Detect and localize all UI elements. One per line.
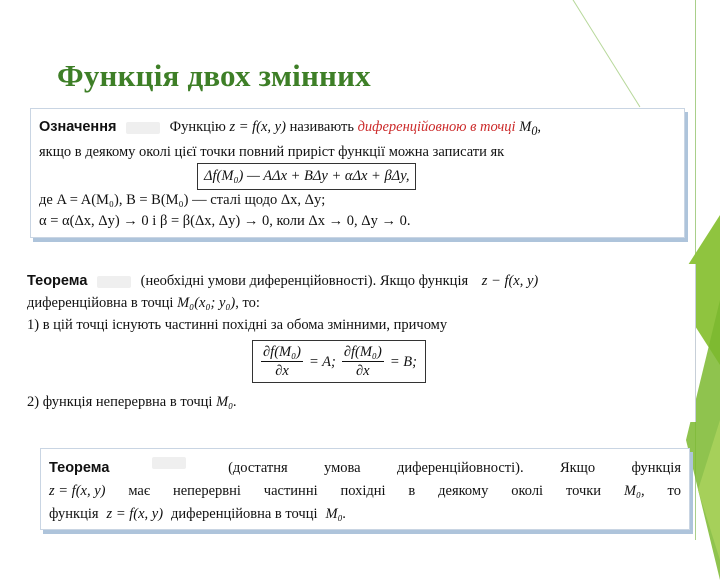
formula: z = f(x, y): [106, 506, 164, 522]
theorem-line: [27, 270, 687, 292]
framed-formula: Δf(M₀) — AΔx + BΔy + αΔx + βΔy,: [197, 163, 416, 190]
highlighted-term: диференційовною в точці: [357, 119, 516, 135]
word: умова: [324, 460, 361, 476]
text: функція: [49, 506, 99, 522]
text: диференційовна в точці: [27, 295, 174, 311]
definition-line: якщо в деякому околі цієї точки повний приріст функції можна записати як: [39, 143, 505, 160]
word: функція: [631, 460, 681, 476]
word: в: [408, 483, 416, 499]
word: точки: [565, 483, 602, 499]
definition-line: де A = A(M₀), B = B(M₀) — сталі щодо Δx, Δy;: [39, 191, 326, 208]
theorem-line: [49, 503, 681, 526]
theorem-line: [27, 292, 687, 314]
decor-diagonal-line: [560, 0, 640, 107]
definition-box: [30, 108, 685, 238]
text: , то:: [235, 295, 260, 311]
definition-term: Означення: [39, 119, 117, 135]
formula: M₀,: [623, 483, 645, 499]
formula: $M_0$,: [519, 119, 541, 138]
framed-formula: $\frac{\text{∂f(M₀)}}{\partial x}$ = A; $\frac{\text{∂f(M₀)}}{\partial x}$ = B;: [252, 340, 426, 383]
blurred-number: [126, 122, 160, 134]
theorem-box: [19, 264, 696, 422]
page-title: Функція двох змінних: [57, 58, 371, 93]
formula: z = f(x, y): [49, 483, 106, 499]
text: називають: [289, 119, 354, 135]
formula: M₀.: [216, 394, 237, 410]
word: (достатня: [228, 460, 288, 476]
formula: z = f(x, y): [229, 119, 286, 135]
formula: M₀.: [325, 506, 347, 522]
definition-line: α = α(Δx, Δy) → 0 і β = β(Δx, Δy) → 0, коли Δx → 0, Δy → 0.: [39, 212, 411, 229]
blurred-number: [97, 276, 131, 288]
word: диференційовності).: [396, 460, 524, 476]
definition-line: [39, 117, 676, 142]
word: має: [128, 483, 151, 499]
word: то: [667, 483, 681, 499]
theorem-box: [40, 448, 690, 530]
theorem-line: [27, 391, 687, 413]
text: диференційовна в точці: [171, 506, 318, 522]
word: деякому: [438, 483, 489, 499]
word: частинні: [263, 483, 318, 499]
text: Функцію: [169, 119, 226, 135]
word: похідні: [340, 483, 386, 499]
formula: z − f(x, y): [481, 273, 539, 289]
word: околі: [511, 483, 544, 499]
word: неперервні: [172, 483, 241, 499]
fraction: $\frac{\text{∂f(M₀)}}{\partial x}$: [343, 344, 382, 379]
definition-line: [39, 163, 676, 190]
word: Якщо: [559, 460, 596, 476]
text: 2) функція неперервна в точці: [27, 394, 213, 410]
theorem-line: [49, 457, 681, 480]
theorem-line: 1) в цій точці існують частинні похідні за обома змінними, причому: [27, 317, 448, 333]
text: (необхідні умови диференційовності). Якщо функція: [140, 273, 469, 289]
decor-green-triangle: [698, 420, 720, 560]
formula: M₀(x₀; y₀): [177, 295, 236, 311]
theorem-term: Теорема: [49, 460, 110, 476]
fraction: $\frac{\text{∂f(M₀)}}{\partial x}$: [263, 344, 301, 379]
theorem-term: Теорема: [27, 273, 88, 289]
blurred-number: [152, 457, 186, 469]
theorem-line: [49, 480, 681, 503]
theorem-line: [27, 336, 687, 383]
